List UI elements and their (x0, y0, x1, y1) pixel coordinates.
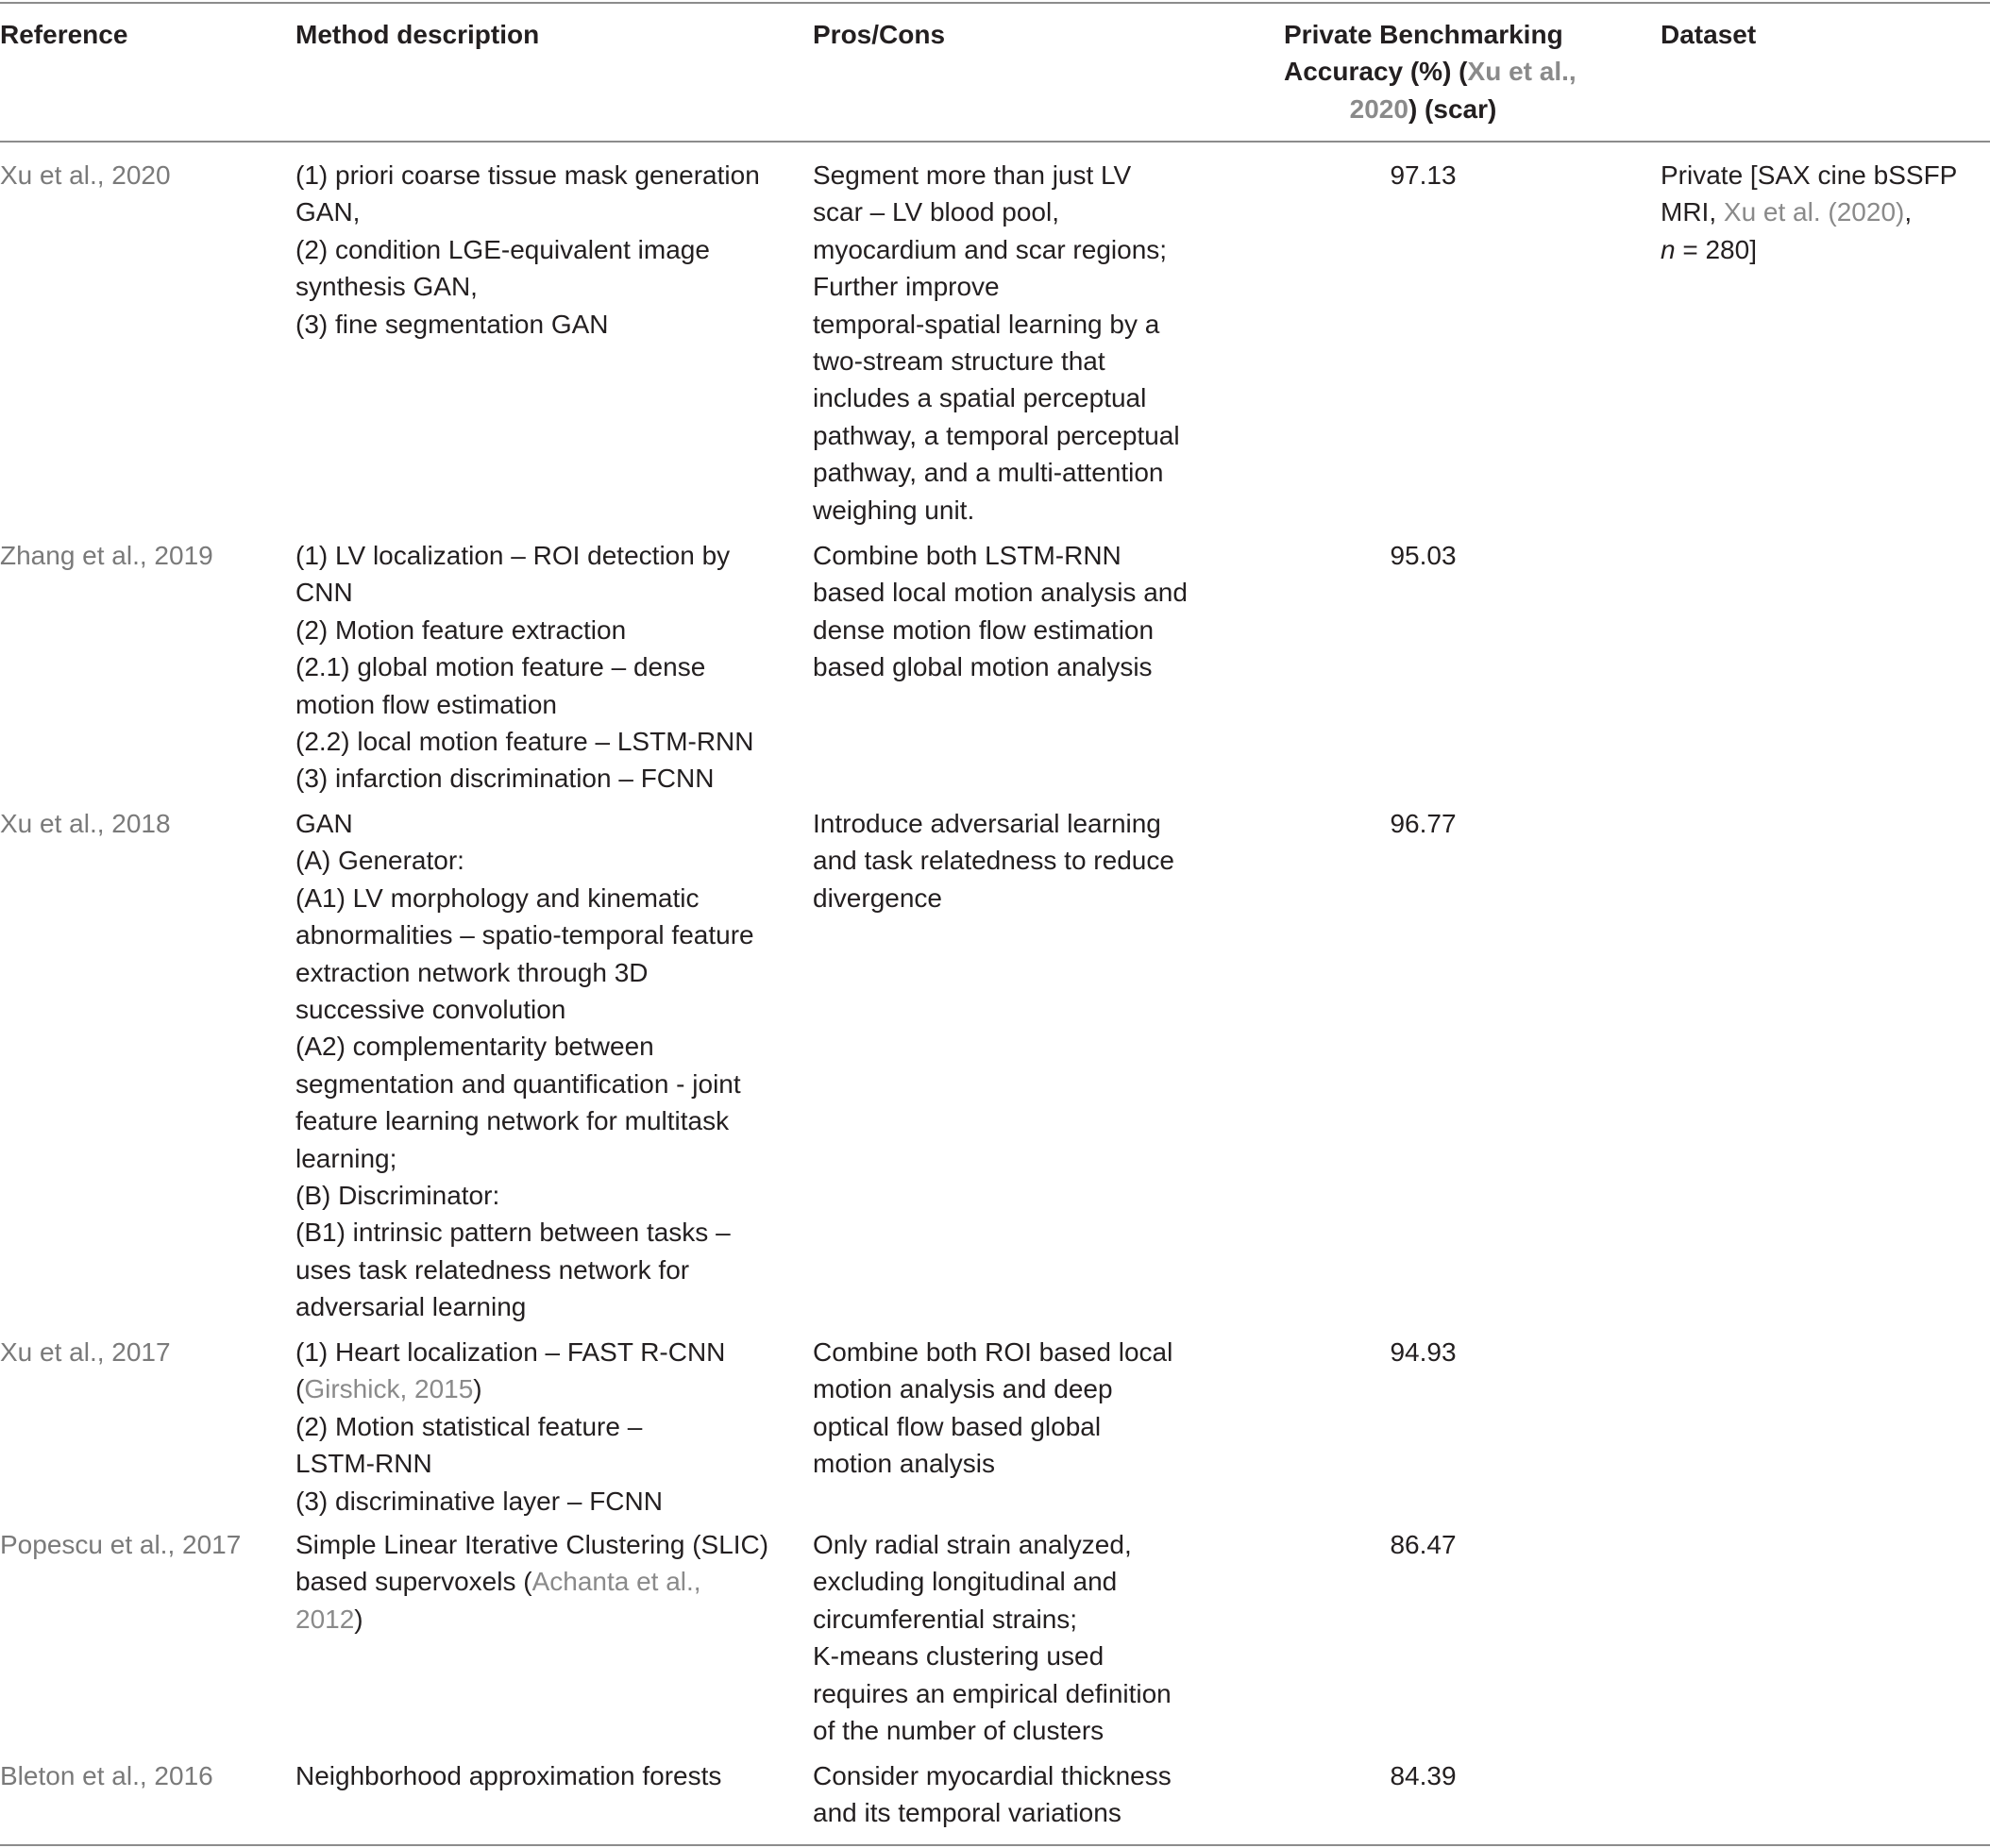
header-accuracy-line3: 2020) (scar) (1349, 93, 1497, 124)
row-accuracy: 84.39 (1390, 1761, 1457, 1790)
row-accuracy: 95.03 (1390, 541, 1457, 570)
row-pros-cons: Consider myocardial thickness and its temporal variations (813, 1761, 1172, 1828)
row-accuracy: 86.47 (1390, 1530, 1457, 1559)
citation-link[interactable]: Girshick, 2015 (304, 1374, 474, 1404)
row-reference[interactable]: Zhang et al., 2019 (0, 541, 213, 570)
row-method: (1) Heart localization – FAST R-CNN (Girshick, 2015) (2) Motion statistical feature – LSTM-RNN (3) discriminative layer – FCNN (295, 1337, 726, 1516)
row-accuracy: 94.93 (1390, 1337, 1457, 1367)
header-accuracy (1284, 16, 1577, 127)
row-pros-cons: Combine both LSTM-RNN based local motion analysis and dense motion flow estimation based global motion analysis (813, 541, 1188, 682)
row-method: Simple Linear Iterative Clustering (SLIC) based supervoxels (Achanta et al., 2012) (295, 1530, 769, 1634)
header-bottom-rule (0, 141, 1990, 143)
row-method: GAN (A) Generator: (A1) LV morphology and kinematic abnormalities – spatio-temporal feature extraction network through 3D successive convolution (A2) complementarity between segmentation and quantification - joint feature learning network for multitask learning; (B) Discriminator: (B1) intrinsic pattern between tasks – uses task relatedness network for adversarial learning (295, 809, 754, 1322)
row-dataset: Private [SAX cine bSSFP MRI, Xu et al. (2020), n = 280] (1661, 160, 1958, 264)
row-method: (1) priori coarse tissue mask generation GAN, (2) condition LGE-equivalent image synthesis GAN, (3) fine segmentation GAN (295, 160, 760, 339)
row-accuracy: 97.13 (1390, 160, 1457, 190)
row-reference[interactable]: Popescu et al., 2017 (0, 1530, 242, 1559)
citation-link[interactable]: 2012 (295, 1604, 355, 1634)
table-bottom-rule (0, 1844, 1990, 1846)
row-pros-cons: Only radial strain analyzed, excluding longitudinal and circumferential strains; K-means clustering used requires an empirical definition of the number of clusters (813, 1530, 1172, 1746)
row-pros-cons: Segment more than just LV scar – LV blood pool, myocardium and scar regions; Further improve temporal-spatial learning by a two-stream structure that includes a spatial perceptual pathway, a temporal perceptual pathway, and a multi-attention weighing unit. (813, 160, 1180, 525)
header-accuracy-line1: Private Benchmarking (1284, 20, 1563, 49)
row-pros-cons: Combine both ROI based local motion analysis and deep optical flow based global motion analysis (813, 1337, 1173, 1479)
header-reference: Reference (0, 20, 128, 49)
citation-link[interactable]: Xu et al. (2020) (1723, 197, 1905, 227)
citation-link[interactable]: 2020 (1349, 93, 1408, 124)
row-pros-cons: Introduce adversarial learning and task relatedness to reduce divergence (813, 809, 1174, 913)
citation-link[interactable]: Achanta et al., (531, 1567, 701, 1597)
row-reference[interactable]: Xu et al., 2017 (0, 1337, 171, 1367)
row-reference[interactable]: Xu et al., 2020 (0, 160, 171, 190)
header-accuracy-line2: Accuracy (%) (Xu et al., (1284, 57, 1577, 87)
header-method-description: Method description (295, 20, 540, 49)
citation-link[interactable]: Xu et al., (1467, 57, 1577, 87)
row-method: Neighborhood approximation forests (295, 1761, 722, 1790)
row-method: (1) LV localization – ROI detection by CNN (2) Motion feature extraction (2.1) global motion feature – dense motion flow estimation (2.2) local motion feature – LSTM-RNN (3) infarction discrimination – FCNN (295, 541, 754, 794)
row-accuracy: 96.77 (1390, 809, 1457, 838)
header-pros-cons: Pros/Cons (813, 20, 946, 49)
row-reference[interactable]: Bleton et al., 2016 (0, 1761, 213, 1790)
header-dataset: Dataset (1661, 20, 1757, 49)
table-top-rule (0, 2, 1990, 4)
row-reference[interactable]: Xu et al., 2018 (0, 809, 171, 838)
